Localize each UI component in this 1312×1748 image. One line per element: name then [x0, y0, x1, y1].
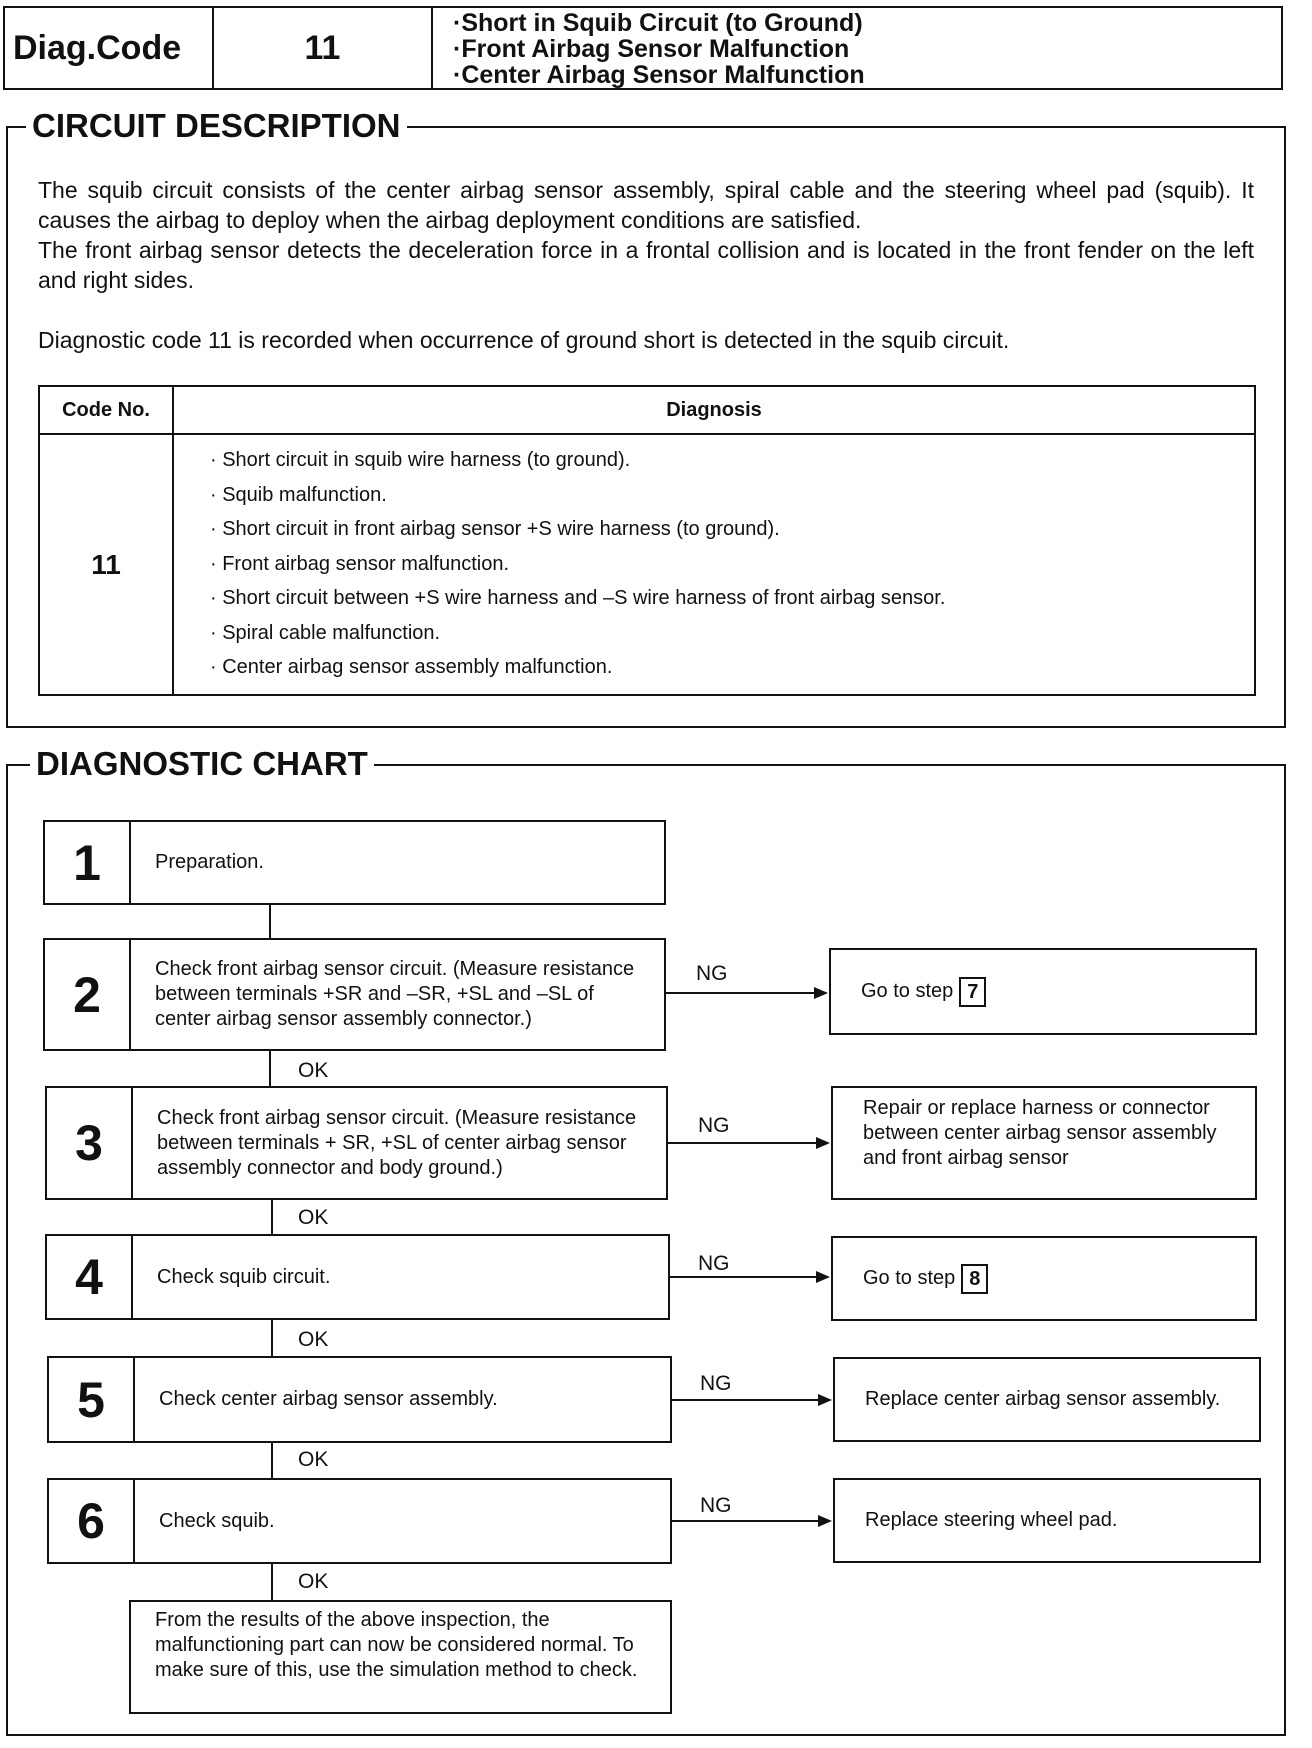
diagnosis-item: · Short circuit in squib wire harness (to ground). — [210, 449, 631, 471]
ng-result-step-3: Repair or replace harness or connector between center airbag sensor assembly and front airbag sensor — [831, 1086, 1257, 1200]
ng-connector — [668, 1142, 816, 1144]
table-header-rule — [40, 433, 1254, 435]
diag-code-titles — [431, 8, 1281, 88]
ng-result-step-5: Replace center airbag sensor assembly. — [833, 1357, 1261, 1442]
diag-code-label: Diag.Code — [5, 8, 214, 88]
ok-label: OK — [298, 1570, 329, 1593]
ok-label: OK — [298, 1059, 329, 1082]
go-to-step-text: Go to step — [863, 1267, 956, 1289]
header-title-3: ·Center Airbag Sensor Malfunction — [453, 61, 865, 89]
ng-connector — [672, 1399, 818, 1401]
arrow-icon — [818, 1394, 832, 1406]
diagnosis-item: · Spiral cable malfunction. — [210, 621, 441, 644]
connector — [269, 905, 271, 938]
diag-code-header — [3, 6, 1283, 90]
diagnosis-item: · Front airbag sensor malfunction. — [210, 552, 510, 575]
connector — [271, 1443, 273, 1478]
header-title-2: ·Front Airbag Sensor Malfunction — [453, 35, 850, 63]
step-reference: 7 — [959, 977, 986, 1007]
final-result-box: From the results of the above inspection, the malfunctioning part can now be considered normal. To make sure of this, use the simulation method to check. — [129, 1600, 672, 1714]
step-text: Check front airbag sensor circuit. (Measure resistance between terminals +SR and –SR, +SL and –SL of center airbag sensor assembly connector.) — [155, 958, 635, 1030]
diag-code-number: 11 — [214, 8, 433, 88]
arrow-icon — [814, 987, 828, 999]
step-text: Check squib. — [159, 1509, 275, 1532]
step-number: 4 — [47, 1236, 133, 1318]
circuit-paragraph-1: The squib circuit consists of the center airbag sensor assembly, spiral cable and the steering wheel pad (squib). It causes the airbag to deploy when the airbag deployment conditions are satisfied. — [38, 177, 1254, 233]
arrow-icon — [816, 1137, 830, 1149]
diagnosis-item: · Center airbag sensor assembly malfunction. — [210, 656, 613, 678]
ng-label: NG — [698, 1252, 730, 1275]
ng-label: NG — [696, 962, 728, 985]
step-1-box — [43, 820, 666, 905]
connector — [269, 1051, 271, 1086]
table-cell-code: 11 — [91, 548, 121, 580]
go-to-step-text: Go to step — [861, 980, 954, 1002]
step-4-box — [45, 1234, 670, 1320]
step-number: 1 — [45, 822, 131, 903]
diagnosis-item: · Squib malfunction. — [210, 483, 387, 506]
diagnosis-table — [38, 385, 1256, 696]
ng-result-step-6: Replace steering wheel pad. — [833, 1478, 1261, 1563]
step-number: 6 — [49, 1480, 135, 1562]
ng-label: NG — [698, 1114, 730, 1137]
connector — [271, 1200, 273, 1234]
diagnostic-chart-title: DIAGNOSTIC CHART — [30, 742, 374, 786]
diagnosis-item: · Short circuit in front airbag sensor +S wire harness (to ground). — [210, 518, 780, 540]
table-header-code: Code No. — [62, 398, 150, 421]
ok-label: OK — [298, 1206, 329, 1229]
step-3-box — [45, 1086, 668, 1200]
header-title-1: ·Short in Squib Circuit (to Ground) — [453, 9, 863, 37]
ok-label: OK — [298, 1448, 329, 1471]
step-text: Check center airbag sensor assembly. — [159, 1388, 498, 1410]
step-5-box — [47, 1356, 672, 1443]
step-number: 2 — [45, 940, 131, 1049]
ng-connector — [670, 1276, 816, 1278]
step-2-box — [43, 938, 666, 1051]
arrow-icon — [816, 1271, 830, 1283]
step-number: 3 — [47, 1088, 133, 1198]
ng-result-step-4 — [831, 1236, 1257, 1321]
ng-result-step-2 — [829, 948, 1257, 1035]
ng-label: NG — [700, 1372, 732, 1395]
connector — [271, 1320, 273, 1356]
step-text: Check squib circuit. — [157, 1265, 331, 1288]
ng-connector — [666, 992, 814, 994]
table-cell-diagnosis — [210, 443, 1244, 685]
step-text: Preparation. — [155, 851, 264, 873]
diagnosis-item: · Short circuit between +S wire harness and –S wire harness of front airbag sensor. — [210, 587, 946, 609]
ng-connector — [672, 1520, 818, 1522]
ok-label: OK — [298, 1328, 329, 1351]
circuit-description-title: CIRCUIT DESCRIPTION — [26, 104, 407, 148]
ng-label: NG — [700, 1494, 732, 1517]
connector — [271, 1564, 273, 1600]
circuit-paragraph-2: The front airbag sensor detects the deceleration force in a frontal collision and is located in the front fender on the left and right sides. — [38, 237, 1254, 293]
step-number: 5 — [49, 1358, 135, 1441]
step-6-box — [47, 1478, 672, 1564]
circuit-paragraph-3: Diagnostic code 11 is recorded when occurrence of ground short is detected in the squib circuit. — [38, 327, 1010, 353]
step-text: Check front airbag sensor circuit. (Measure resistance between terminals + SR, +SL of center airbag sensor assembly connector and body ground.) — [157, 1106, 637, 1179]
arrow-icon — [818, 1515, 832, 1527]
step-reference: 8 — [961, 1264, 988, 1294]
table-header-diagnosis: Diagnosis — [666, 398, 762, 421]
